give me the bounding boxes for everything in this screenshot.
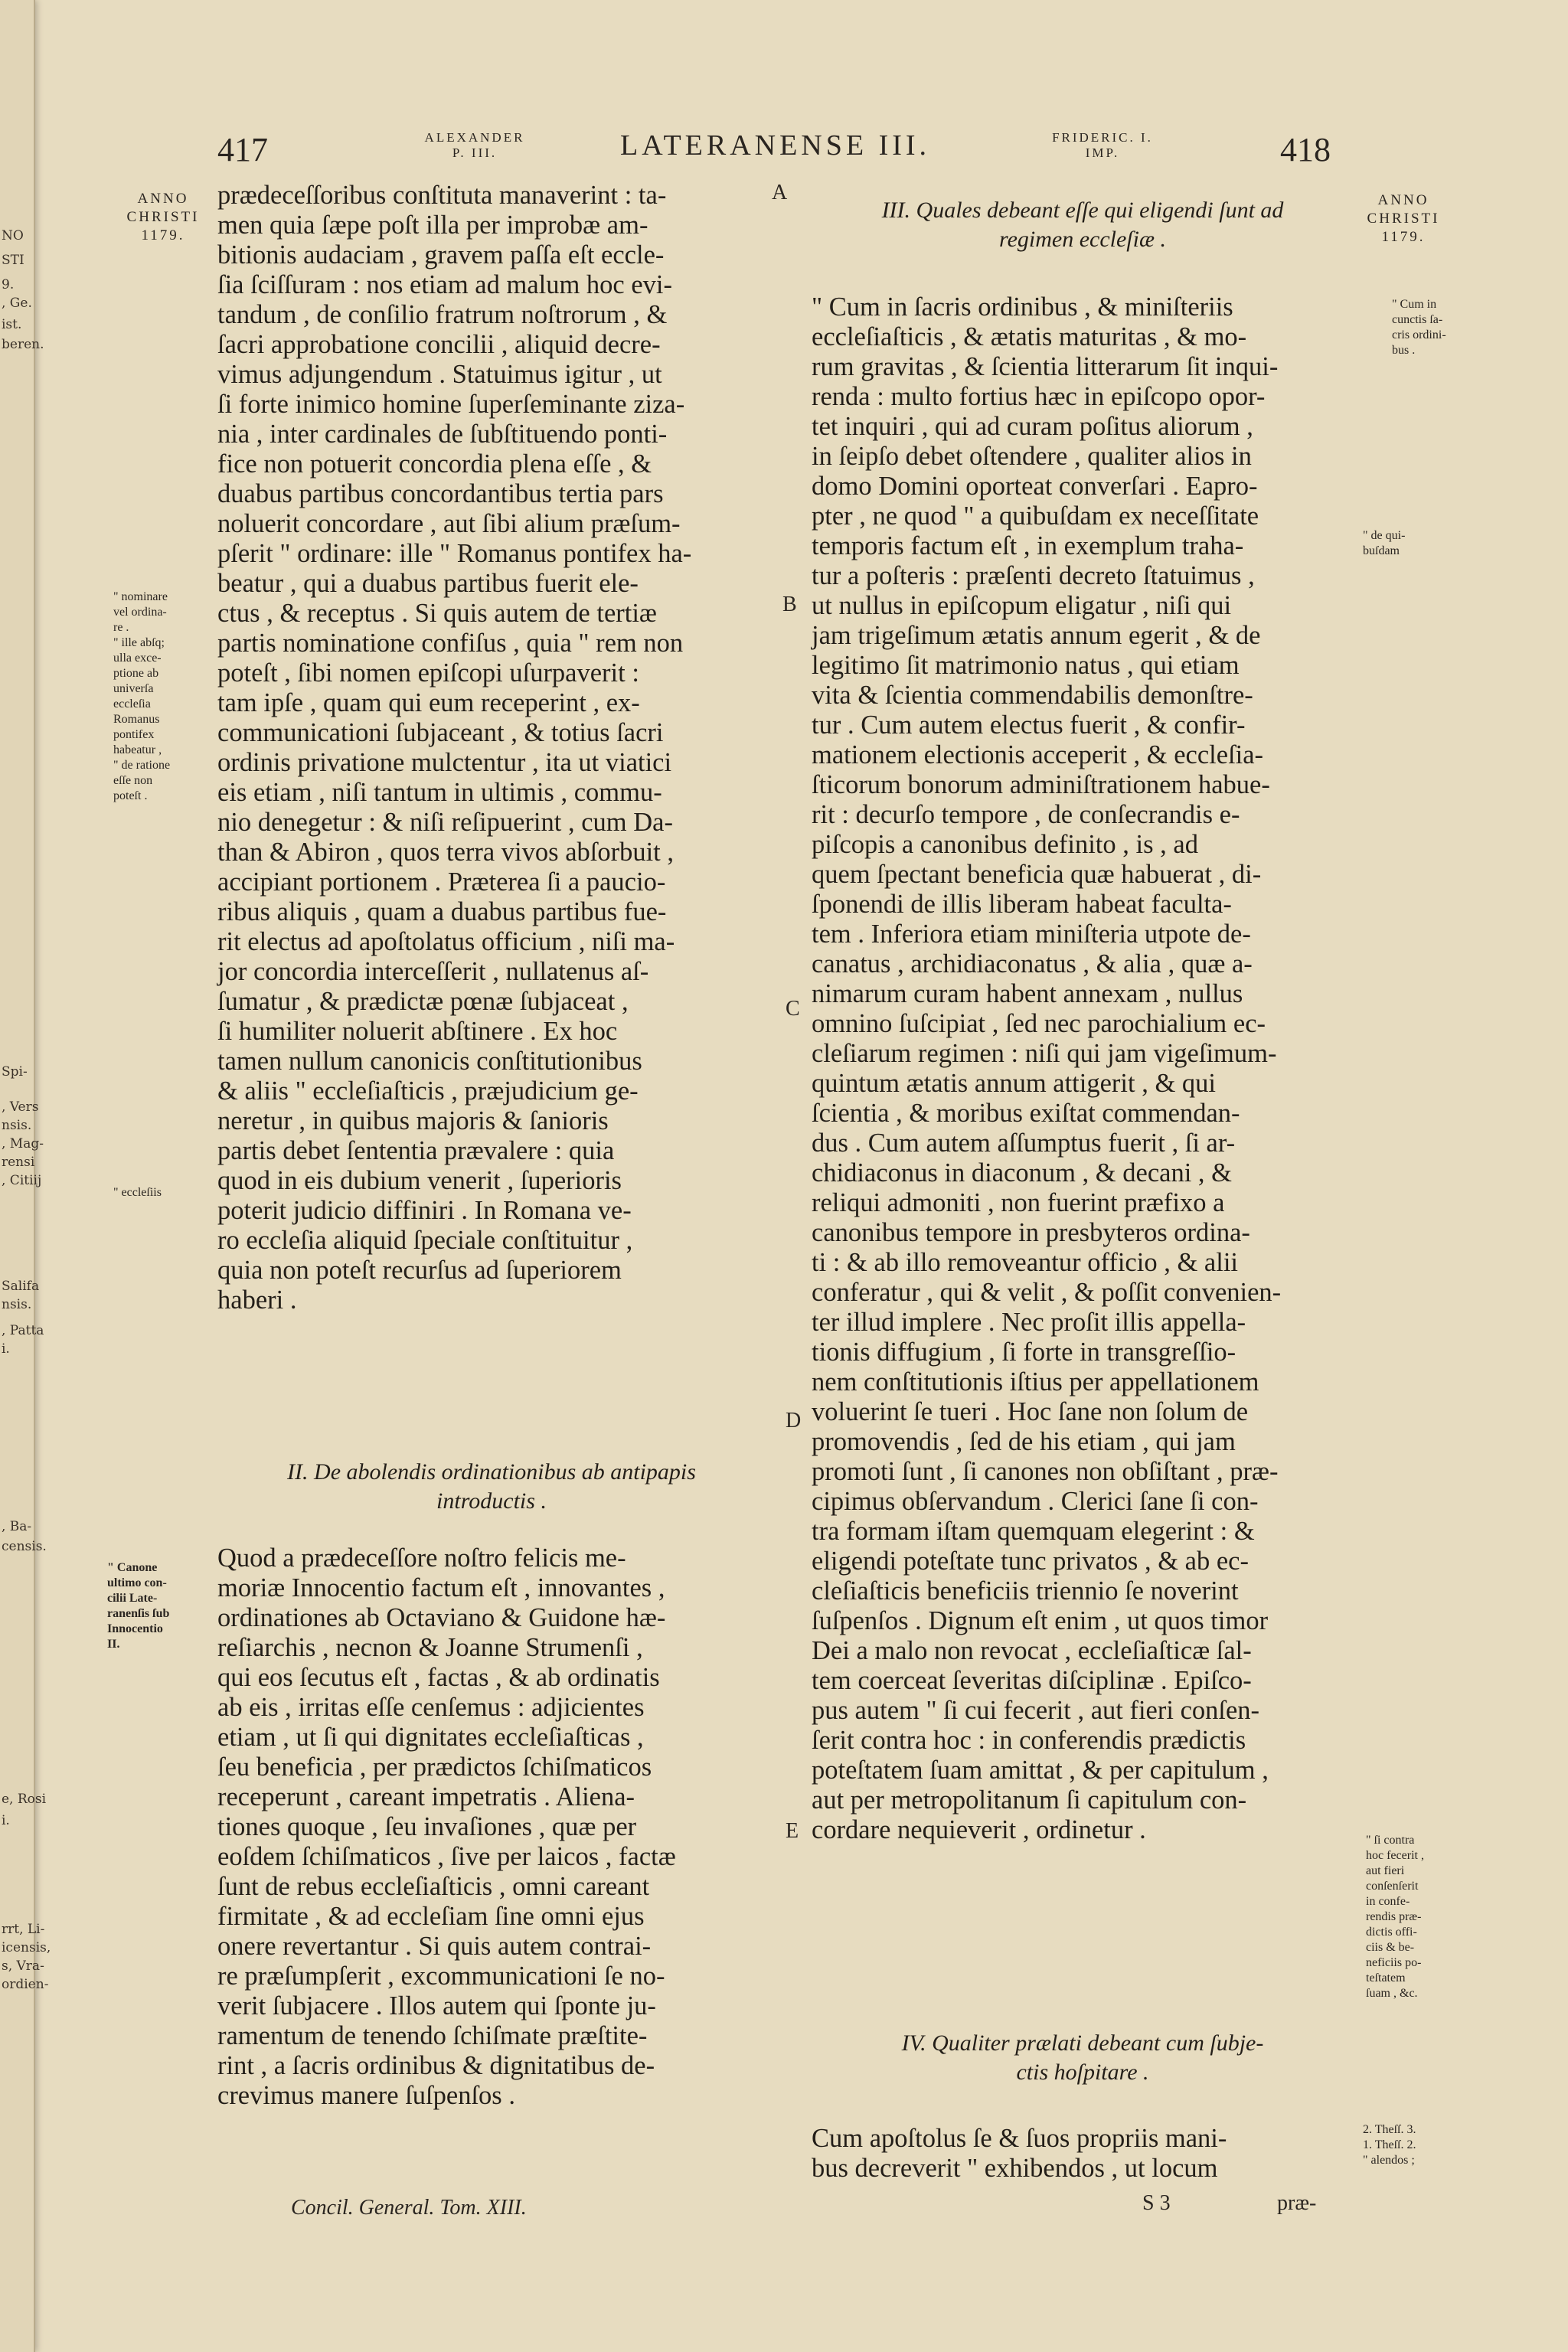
text-line: ſuſpenſos . Dignum eſt enim , ut quos timor bbox=[812, 1606, 1269, 1635]
catchword: præ- bbox=[1277, 2191, 1317, 2215]
text-line: ut nullus in epiſcopum eligatur , niſi qui bbox=[812, 591, 1232, 620]
section-heading-iii bbox=[812, 196, 1354, 254]
text-line: Romanus bbox=[113, 713, 160, 726]
text-line: vimus adjungendum . Statuimus igitur , ut bbox=[217, 360, 662, 389]
text-line: mationem electionis acceperit , & eccleſia- bbox=[812, 740, 1264, 769]
text-line: " alendos ; bbox=[1363, 2154, 1415, 2167]
text-line: ſerit contra hoc : in conferendis prædictis bbox=[812, 1726, 1246, 1755]
text-line: nio denegetur : & niſi reſipuerint , cum Da- bbox=[217, 808, 673, 837]
text-line: promovendis , ſed de his etiam , qui jam bbox=[812, 1427, 1236, 1456]
text-line: tem . Inferiora etiam miniſteria utpote de- bbox=[812, 920, 1251, 949]
prev-fragment: Spi- bbox=[2, 1064, 28, 1080]
section-heading-ii bbox=[217, 1458, 766, 1516]
text-line: ribus aliquis , quam a duabus partibus fue- bbox=[217, 897, 667, 926]
right-column-text bbox=[812, 292, 1354, 1845]
prev-fragment: , Patta bbox=[2, 1323, 44, 1338]
text-line: univerſa bbox=[113, 682, 154, 695]
margin-note-left-3 bbox=[107, 1560, 169, 1652]
text-line: " nominare bbox=[113, 590, 168, 603]
text-line: cilii Late- bbox=[107, 1592, 158, 1605]
text-line: ſunt de rebus eccleſiaſticis , omni careant bbox=[217, 1872, 650, 1901]
text-line: " Cum in ſacris ordinibus , & miniſteriis bbox=[812, 292, 1233, 322]
text-line: poteſt , ſibi nomen epiſcopi uſurpaverit : bbox=[217, 658, 639, 688]
text-line: nimarum curam habent annexam , nullus bbox=[812, 979, 1243, 1008]
text-line: cris ordini- bbox=[1392, 328, 1446, 341]
prev-fragment: e, Rosi bbox=[2, 1792, 47, 1807]
text-line: pontifex bbox=[113, 728, 155, 741]
text-line: tam ipſe , quam qui eum receperint , ex- bbox=[217, 688, 640, 717]
text-line: tamen nullum canonicis conſtitutionibus bbox=[217, 1047, 642, 1076]
text-line: poteſtatem ſuam amittat , & per capitulum , bbox=[812, 1756, 1269, 1785]
emperor-title: IMP. bbox=[1085, 145, 1120, 160]
signature-mark: S 3 bbox=[1142, 2191, 1171, 2215]
anno-christi-left bbox=[113, 190, 213, 245]
text-line: in confe- bbox=[1366, 1895, 1410, 1908]
text-line: habeatur , bbox=[113, 743, 162, 756]
text-line: rit electus ad apoſtolatus officium , niſi ma- bbox=[217, 927, 675, 956]
text-line: 2. Theſſ. 3. bbox=[1363, 2123, 1416, 2136]
text-line: ſia ſciſſuram : nos etiam ad malum hoc evi- bbox=[217, 270, 672, 299]
text-line: re præſumpſerit , excommunicationi ſe no- bbox=[217, 1962, 665, 1991]
text-line: prædeceſſoribus conſtituta manaverint : ta- bbox=[217, 181, 667, 210]
text-line: cordare nequieverit , ordinetur . bbox=[812, 1815, 1146, 1844]
text-line: etiam , ut ſi qui dignitates eccleſiaſticas , bbox=[217, 1723, 644, 1752]
text-line: firmitate , & ad eccleſiam ſine omni ejus bbox=[217, 1902, 645, 1931]
section-heading-iv bbox=[812, 2029, 1354, 2087]
margin-note-right-4 bbox=[1363, 2122, 1416, 2168]
text-line: fice non potuerit concordia plena eſſe , & bbox=[217, 449, 652, 479]
prev-fragment: Salifa bbox=[2, 1279, 40, 1294]
text-line: beatur , qui a duabus partibus fuerit ele- bbox=[217, 569, 639, 598]
footer-volume: Concil. General. Tom. XIII. bbox=[291, 2196, 527, 2220]
year: 1179. bbox=[141, 227, 185, 243]
text-line: Cum apoſtolus ſe & ſuos propriis mani- bbox=[812, 2124, 1227, 2153]
margin-note-left-2 bbox=[113, 1185, 162, 1200]
prev-fragment: rensi bbox=[2, 1155, 35, 1170]
text-line: " ſi contra bbox=[1366, 1834, 1415, 1847]
text-line: " eccleſiis bbox=[113, 1186, 162, 1199]
pope-number: P. III. bbox=[452, 145, 498, 160]
heading-line: regimen eccleſiæ . bbox=[999, 227, 1166, 252]
text-line: eoſdem ſchiſmaticos , ſive per laicos , factæ bbox=[217, 1842, 676, 1871]
prev-fragment: NO bbox=[2, 228, 24, 243]
text-line: partis nominatione confiſus , quia " rem non bbox=[217, 629, 684, 658]
heading-line: introductis . bbox=[436, 1488, 547, 1514]
text-line: canonibus tempore in presbyteros ordina- bbox=[812, 1218, 1250, 1247]
heading-line: III. Quales debeant eſſe qui eligendi ſunt ad bbox=[881, 198, 1284, 223]
right-page-number: 418 bbox=[1280, 131, 1331, 168]
text-line: dus . Cum autem aſſumptus fuerit , ſi ar- bbox=[812, 1129, 1236, 1158]
text-line: 1. Theſſ. 2. bbox=[1363, 2138, 1416, 2151]
prev-fragment: icensis, bbox=[2, 1940, 51, 1955]
text-line: partis debet ſententia prævalere : quia bbox=[217, 1136, 615, 1165]
text-line: poterit judicio diffiniri . In Romana ve- bbox=[217, 1196, 632, 1225]
text-line: cipimus obſervandum . Clerici ſane ſi con- bbox=[812, 1487, 1259, 1516]
left-header-pope bbox=[398, 130, 551, 161]
left-page-number: 417 bbox=[217, 131, 268, 168]
text-line: ciis & be- bbox=[1366, 1941, 1415, 1954]
text-line: cleſiaſticis beneficiis triennio ſe noverint bbox=[812, 1576, 1239, 1606]
text-line: neficiis po- bbox=[1366, 1956, 1422, 1969]
text-line: ſi forte inimico homine ſuperſeminante ziza- bbox=[217, 390, 685, 419]
section-marker-d: D bbox=[786, 1409, 802, 1432]
text-line: tur a poſteris : præſenti decreto ſtatuimus , bbox=[812, 561, 1255, 590]
prev-fragment: ist. bbox=[2, 317, 22, 332]
text-line: than & Abiron , quos terra vivos abſorbuit , bbox=[217, 838, 675, 867]
text-line: ſcientia , & moribus exiſtat commendan- bbox=[812, 1099, 1240, 1128]
prev-fragment: , Ge. bbox=[2, 296, 32, 311]
text-line: buſdam bbox=[1363, 544, 1400, 557]
text-line: ctus , & receptus . Si quis autem de tertiæ bbox=[217, 599, 657, 628]
text-line: ſacri approbatione concilii , aliquid decre- bbox=[217, 330, 661, 359]
right-header-emperor bbox=[1018, 130, 1187, 161]
text-line: bus . bbox=[1392, 344, 1416, 357]
prev-fragment: 9. bbox=[2, 277, 15, 292]
text-line: conferatur , qui & velit , & poſſit convenien- bbox=[812, 1278, 1282, 1307]
prev-fragment: STI bbox=[2, 253, 24, 268]
text-line: ſeu beneficia , per prædictos ſchiſmaticos bbox=[217, 1753, 652, 1782]
text-line: canatus , archidiaconatus , & alia , quæ a- bbox=[812, 949, 1253, 978]
text-line: neretur , in quibus majoris & ſanioris bbox=[217, 1106, 609, 1135]
text-line: rit : decurſo tempore , de conſecrandis e- bbox=[812, 800, 1240, 829]
text-line: " ille abſq; bbox=[113, 636, 165, 649]
text-line: pſerit " ordinare: ille " Romanus pontifex ha- bbox=[217, 539, 692, 568]
prev-fragment: nsis. bbox=[2, 1118, 32, 1133]
text-line: eccleſiaſticis , & ætatis maturitas , & mo- bbox=[812, 322, 1247, 351]
text-line: Innocentio bbox=[107, 1622, 163, 1635]
text-line: aut per metropolitanum ſi capitulum con- bbox=[812, 1785, 1247, 1815]
text-line: vita & ſcientia commendabilis demonſtre- bbox=[812, 681, 1253, 710]
prev-fragment: i. bbox=[2, 1813, 10, 1828]
text-line: ulla exce- bbox=[113, 652, 162, 665]
running-title: LATERANENSE III. bbox=[620, 129, 931, 162]
text-line: cunctis ſa- bbox=[1392, 313, 1443, 326]
text-line: jor concordia interceſſerit , nullatenus aſ- bbox=[217, 957, 649, 986]
prev-fragment: rrt, Li- bbox=[2, 1922, 45, 1937]
text-line: onere revertantur . Si quis autem contrai- bbox=[217, 1932, 652, 1961]
prev-fragment: censis. bbox=[2, 1539, 47, 1554]
text-line: " de ratione bbox=[113, 759, 171, 772]
text-line: chidiaconus in diaconum , & decani , & bbox=[812, 1158, 1232, 1187]
anno-word: ANNO bbox=[137, 191, 189, 207]
text-line: ſumatur , & prædictæ pœnæ ſubjaceat , bbox=[217, 987, 629, 1016]
text-line: " Cum in bbox=[1392, 298, 1437, 311]
text-line: tionis diffugium , ſi forte in transgreſſio- bbox=[812, 1338, 1236, 1367]
text-line: ranenſis ſub bbox=[107, 1607, 170, 1620]
text-line: rum gravitas , & ſcientia litterarum ſit inqui- bbox=[812, 352, 1279, 381]
text-line: aut fieri bbox=[1366, 1864, 1405, 1877]
text-line: poteſt . bbox=[113, 789, 148, 802]
text-line: duabus partibus concordantibus tertia pars bbox=[217, 479, 664, 508]
text-line: legitimo ſit matrimonio natus , qui etiam bbox=[812, 651, 1240, 680]
margin-note-left-1 bbox=[113, 590, 170, 804]
section-marker-e: E bbox=[786, 1819, 799, 1843]
text-line: teſtatem bbox=[1366, 1971, 1406, 1984]
text-line: tra formam iſtam quemquam elegerint : & bbox=[812, 1517, 1255, 1546]
christi-word: CHRISTI bbox=[126, 209, 200, 225]
prev-fragment: s, Vra- bbox=[2, 1958, 44, 1974]
text-line: & aliis " eccleſiaſticis , præjudicium ge- bbox=[217, 1076, 639, 1106]
text-line: tandum , de conſilio fratrum noſtrorum , & bbox=[217, 300, 668, 329]
heading-line: IV. Qualiter prælati debeant cum ſubje- bbox=[901, 2030, 1264, 2056]
text-line: reliqui admoniti , non fuerint præfixo a bbox=[812, 1188, 1225, 1217]
emperor-name: FRIDERIC. I. bbox=[1052, 130, 1153, 145]
text-line: eccleſia bbox=[113, 697, 151, 710]
text-line: haberi . bbox=[217, 1285, 297, 1315]
text-line: ſticorum bonorum adminiſtrationem habue- bbox=[812, 770, 1270, 799]
text-line: cleſiarum regimen : niſi qui jam vigeſimum- bbox=[812, 1039, 1277, 1068]
prev-fragment: , Ba- bbox=[2, 1519, 32, 1534]
text-line: eligendi poteſtate tunc privatos , & ab ec- bbox=[812, 1547, 1249, 1576]
text-line: bitionis audaciam , gravem paſſa eſt eccle- bbox=[217, 240, 665, 270]
text-line: vel ordina- bbox=[113, 606, 167, 619]
text-line: ti : & ab illo removeantur officio , & alii bbox=[812, 1248, 1238, 1277]
text-line: " Canone bbox=[107, 1561, 158, 1574]
christi-word: CHRISTI bbox=[1367, 211, 1440, 227]
left-column-text-2 bbox=[217, 1544, 766, 2111]
text-line: quia non poteſt recurſus ad ſuperiorem bbox=[217, 1256, 622, 1285]
prev-fragment: , Citiij bbox=[2, 1173, 42, 1188]
text-line: eſſe non bbox=[113, 774, 153, 787]
previous-page-edge bbox=[0, 0, 51, 2352]
text-line: promoti ſunt , ſi canones non obſiſtant , præ- bbox=[812, 1457, 1279, 1486]
margin-note-right-1 bbox=[1392, 297, 1446, 358]
text-line: ſi humiliter noluerit abſtinere . Ex hoc bbox=[217, 1017, 618, 1046]
prev-fragment: , Mag- bbox=[2, 1136, 44, 1152]
text-line: eis etiam , niſi tantum in ultimis , commu- bbox=[217, 778, 662, 807]
text-line: rendis præ- bbox=[1366, 1910, 1422, 1923]
text-line: ptione ab bbox=[113, 667, 159, 680]
text-line: ramentum de tenendo ſchiſmate præſtite- bbox=[217, 2021, 648, 2050]
text-line: receperunt , careant impetratis . Aliena- bbox=[217, 1782, 635, 1811]
prev-fragment: nsis. bbox=[2, 1297, 32, 1312]
text-line: ſponendi de illis liberam habeat faculta- bbox=[812, 890, 1232, 919]
text-line: piſcopis a canonibus definito , is , ad bbox=[812, 830, 1198, 859]
section-marker-a: A bbox=[772, 181, 788, 204]
text-line: in ſeipſo debet oſtendere , qualiter alios in bbox=[812, 442, 1252, 471]
text-line: jam trigeſimum ætatis annum egerit , & de bbox=[812, 621, 1261, 650]
text-line: verit ſubjacere . Illos autem qui ſponte ju- bbox=[217, 1991, 656, 2020]
text-line: quem ſpectant beneficia quæ habuerat , di- bbox=[812, 860, 1262, 889]
text-line: nem conſtitutionis iſtius per appellationem bbox=[812, 1367, 1259, 1396]
text-line: men quia ſæpe poſt illa per improbæ am- bbox=[217, 211, 648, 240]
text-line: crevimus manere ſuſpenſos . bbox=[217, 2081, 515, 2110]
left-column-text bbox=[217, 181, 766, 1315]
text-line: ſuam , &c. bbox=[1366, 1987, 1418, 2000]
text-line: Quod a prædeceſſore noſtro felicis me- bbox=[217, 1544, 626, 1573]
section-marker-b: B bbox=[782, 593, 797, 616]
text-line: conſenſerit bbox=[1366, 1880, 1419, 1893]
prev-fragment: i. bbox=[2, 1341, 10, 1357]
text-line: hoc fecerit , bbox=[1366, 1849, 1424, 1862]
text-line: ordinis privatione mulctentur , ita ut viatici bbox=[217, 748, 672, 777]
text-line: ter illud implere . Nec proſit illis appella- bbox=[812, 1308, 1246, 1337]
section-marker-c: C bbox=[786, 997, 800, 1021]
text-line: quod in eis dubium venerit , ſuperioris bbox=[217, 1166, 622, 1195]
text-line: ultimo con- bbox=[107, 1576, 167, 1589]
text-line: tiones quoque , ſeu invaſiones , quæ per bbox=[217, 1812, 637, 1841]
text-line: dictis offi- bbox=[1366, 1926, 1417, 1939]
margin-note-right-3 bbox=[1366, 1833, 1424, 2001]
prev-fragment: ordien- bbox=[2, 1977, 49, 1992]
text-line: " de qui- bbox=[1363, 529, 1406, 542]
right-column-text-2 bbox=[812, 2124, 1354, 2184]
text-line: tet inquiri , qui ad curam poſitus aliorum , bbox=[812, 412, 1253, 441]
anno-word: ANNO bbox=[1377, 192, 1429, 208]
text-line: II. bbox=[107, 1638, 120, 1651]
prev-fragment: beren. bbox=[2, 337, 44, 352]
prev-fragment: , Vers bbox=[2, 1099, 39, 1115]
text-line: qui eos ſecutus eſt , factas , & ab ordinatis bbox=[217, 1663, 660, 1692]
text-line: re . bbox=[113, 621, 129, 634]
text-line: bus decreverit " exhibendos , ut locum bbox=[812, 2154, 1218, 2183]
text-line: moriæ Innocentio factum eſt , innovantes , bbox=[217, 1573, 665, 1602]
text-line: voluerint ſe tueri . Hoc ſane non ſolum de bbox=[812, 1397, 1249, 1426]
text-line: tem coerceat ſeveritas diſciplinæ . Epiſco- bbox=[812, 1666, 1252, 1695]
text-line: reſiarchis , necnon & Joanne Strumenſi , bbox=[217, 1633, 643, 1662]
text-line: ro eccleſia aliquid ſpeciale conſtituitur , bbox=[217, 1226, 633, 1255]
text-line: temporis factum eſt , in exemplum traha- bbox=[812, 531, 1244, 560]
heading-line: ctis hoſpitare . bbox=[1016, 2060, 1149, 2085]
text-line: quintum ætatis annum attigerit , & qui bbox=[812, 1069, 1216, 1098]
year: 1179. bbox=[1381, 229, 1426, 245]
text-line: communicationi ſubjaceant , & totius ſacri bbox=[217, 718, 664, 747]
text-line: ab eis , irritas eſſe cenſemus : adjicientes bbox=[217, 1693, 645, 1722]
text-line: nia , inter cardinales de ſubſtituendo ponti- bbox=[217, 420, 668, 449]
anno-christi-right bbox=[1354, 191, 1453, 247]
text-line: pter , ne quod " a quibuſdam ex neceſſitate bbox=[812, 501, 1259, 531]
heading-line: II. De abolendis ordinationibus ab antipapis bbox=[287, 1459, 696, 1485]
text-line: Dei a malo non revocat , eccleſiaſticæ ſal- bbox=[812, 1636, 1252, 1665]
text-line: omnino ſuſcipiat , ſed nec parochialium ec- bbox=[812, 1009, 1266, 1038]
text-line: domo Domini oporteat converſari . Eapro- bbox=[812, 472, 1258, 501]
text-line: rint , a ſacris ordinibus & dignitatibus de- bbox=[217, 2051, 655, 2080]
text-line: renda : multo fortius hæc in epiſcopo opor- bbox=[812, 382, 1266, 411]
text-line: tur . Cum autem electus fuerit , & confir- bbox=[812, 710, 1246, 740]
pope-name: ALEXANDER bbox=[424, 130, 525, 145]
text-line: accipiant portionem . Præterea ſi a paucio- bbox=[217, 867, 666, 897]
text-line: noluerit concordare , aut ſibi alium præſum- bbox=[217, 509, 681, 538]
text-line: pus autem " ſi cui fecerit , aut fieri conſen- bbox=[812, 1696, 1260, 1725]
margin-note-right-2 bbox=[1363, 528, 1405, 559]
text-line: ordinationes ab Octaviano & Guidone hæ- bbox=[217, 1603, 666, 1632]
